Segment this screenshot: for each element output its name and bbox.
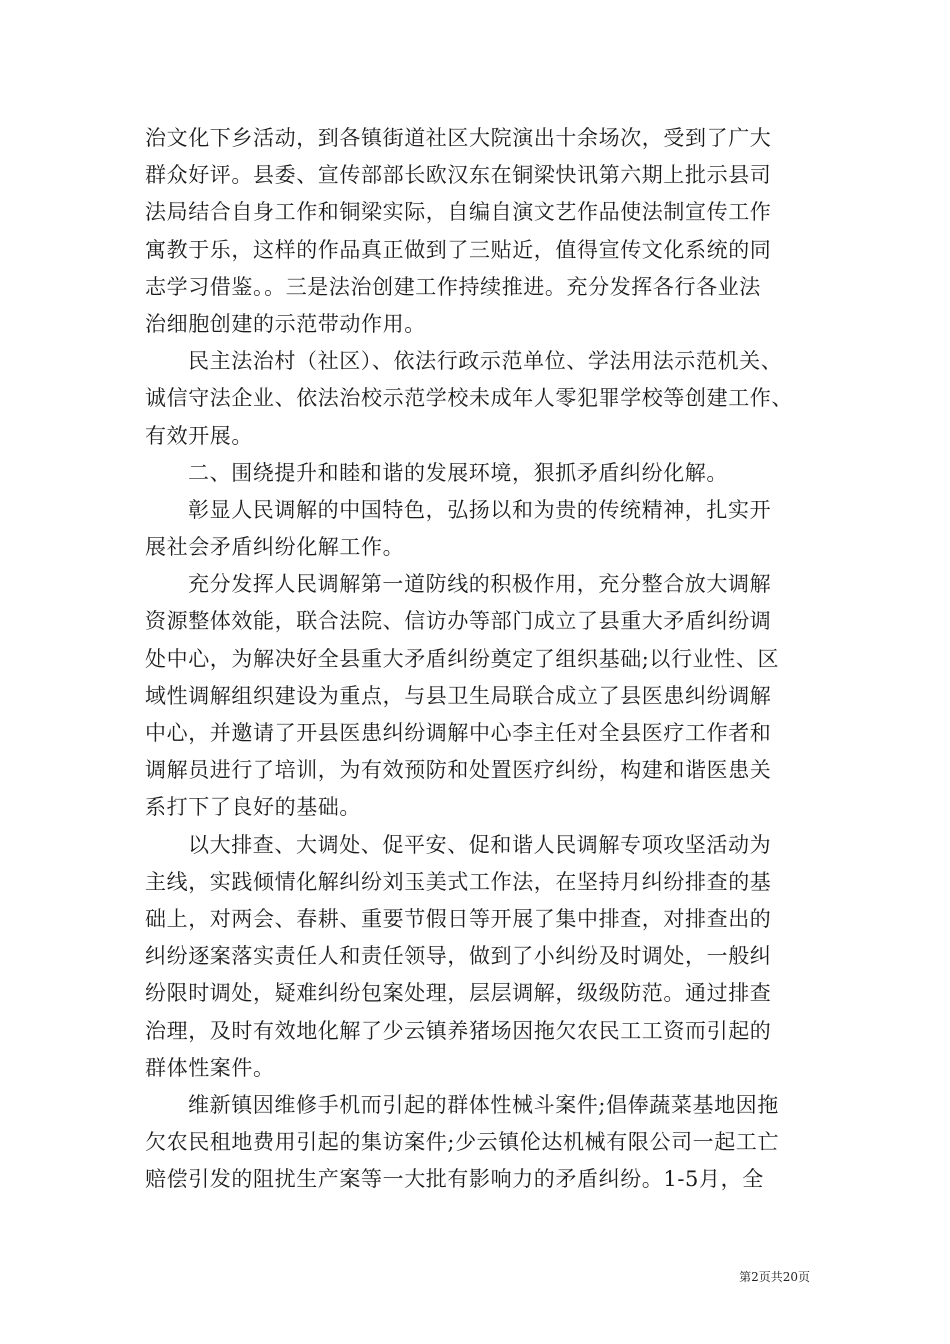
paragraph-first-line: 彰显人民调解的中国特色，弘扬以和为贵的传统精神，扎实开 <box>188 497 772 522</box>
page-number: 第2页共20页 <box>739 1270 810 1284</box>
text-line: 诚信守法企业、依法治校示范学校未成年人零犯罪学校等创建工作、 <box>145 386 793 411</box>
text-line: 调解员进行了培训，为有效预防和处置医疗纠纷，构建和谐医患关 <box>145 758 772 783</box>
text-line: 纠纷逐案落实责任人和责任领导，做到了小纠纷及时调处，一般纠 <box>145 944 772 969</box>
text-line: 系打下了良好的基础。 <box>145 795 361 820</box>
paragraph-first-line: 充分发挥人民调解第一道防线的积极作用，充分整合放大调解 <box>188 572 772 597</box>
text-line: 群体性案件。 <box>145 1055 275 1080</box>
text-line: 群众好评。县委、宣传部部长欧汉东在铜梁快讯第六期上批示县司 <box>145 163 772 188</box>
text-line: 处中心，为解决好全县重大矛盾纠纷奠定了组织基础;以行业性、区 <box>145 646 780 671</box>
text-line: 治文化下乡活动，到各镇街道社区大院演出十余场次，受到了广大 <box>145 126 772 150</box>
text-line: 寓教于乐，这样的作品真正做到了三贴近，值得宣传文化系统的同 <box>145 237 772 262</box>
paragraph-first-line: 以大排查、大调处、促平安、促和谐人民调解专项攻坚活动为 <box>188 832 772 857</box>
text-line: 资源整体效能，联合法院、信访办等部门成立了县重大矛盾纠纷调 <box>145 609 772 634</box>
text-line: 欠农民租地费用引起的集访案件;少云镇伦达机械有限公司一起工亡 <box>145 1130 780 1155</box>
text-line: 法局结合自身工作和铜梁实际，自编自演文艺作品使法制宣传工作 <box>145 200 772 225</box>
document-body <box>145 120 809 1198</box>
text-line: 纷限时调处，疑难纠纷包案处理，层层调解，级级防范。通过排查 <box>145 981 772 1006</box>
text-line: 域性调解组织建设为重点，与县卫生局联合成立了县医患纠纷调解 <box>145 683 772 708</box>
text-line: 主线，实践倾情化解纠纷刘玉美式工作法，在坚持月纠纷排查的基 <box>145 869 772 894</box>
text-line: 有效开展。 <box>145 423 253 448</box>
text-line: 中心，并邀请了开县医患纠纷调解中心李主任对全县医疗工作者和 <box>145 721 772 745</box>
text-line: 治理，及时有效地化解了少云镇养猪场因拖欠农民工工资而引起的 <box>145 1018 772 1043</box>
text-line: 志学习借鉴。。三是法治创建工作持续推进。充分发挥各行各业法 <box>145 274 761 299</box>
text-line: 赔偿引发的阻扰生产案等一大批有影响力的矛盾纠纷。1-5月，全 <box>145 1167 764 1192</box>
paragraph-first-line: 维新镇因维修手机而引起的群体性械斗案件;倡俸蔬菜基地因拖 <box>188 1092 779 1117</box>
text-line: 础上，对两会、春耕、重要节假日等开展了集中排查，对排查出的 <box>145 906 772 931</box>
paragraph-first-line: 民主法治村（社区）、依法行政示范单位、学法用法示范机关、 <box>188 349 783 374</box>
text-line: 治细胞创建的示范带动作用。 <box>145 311 426 336</box>
section-heading: 二、围绕提升和睦和谐的发展环境，狠抓矛盾纠纷化解。 <box>188 460 728 485</box>
text-line: 展社会矛盾纠纷化解工作。 <box>145 535 405 560</box>
